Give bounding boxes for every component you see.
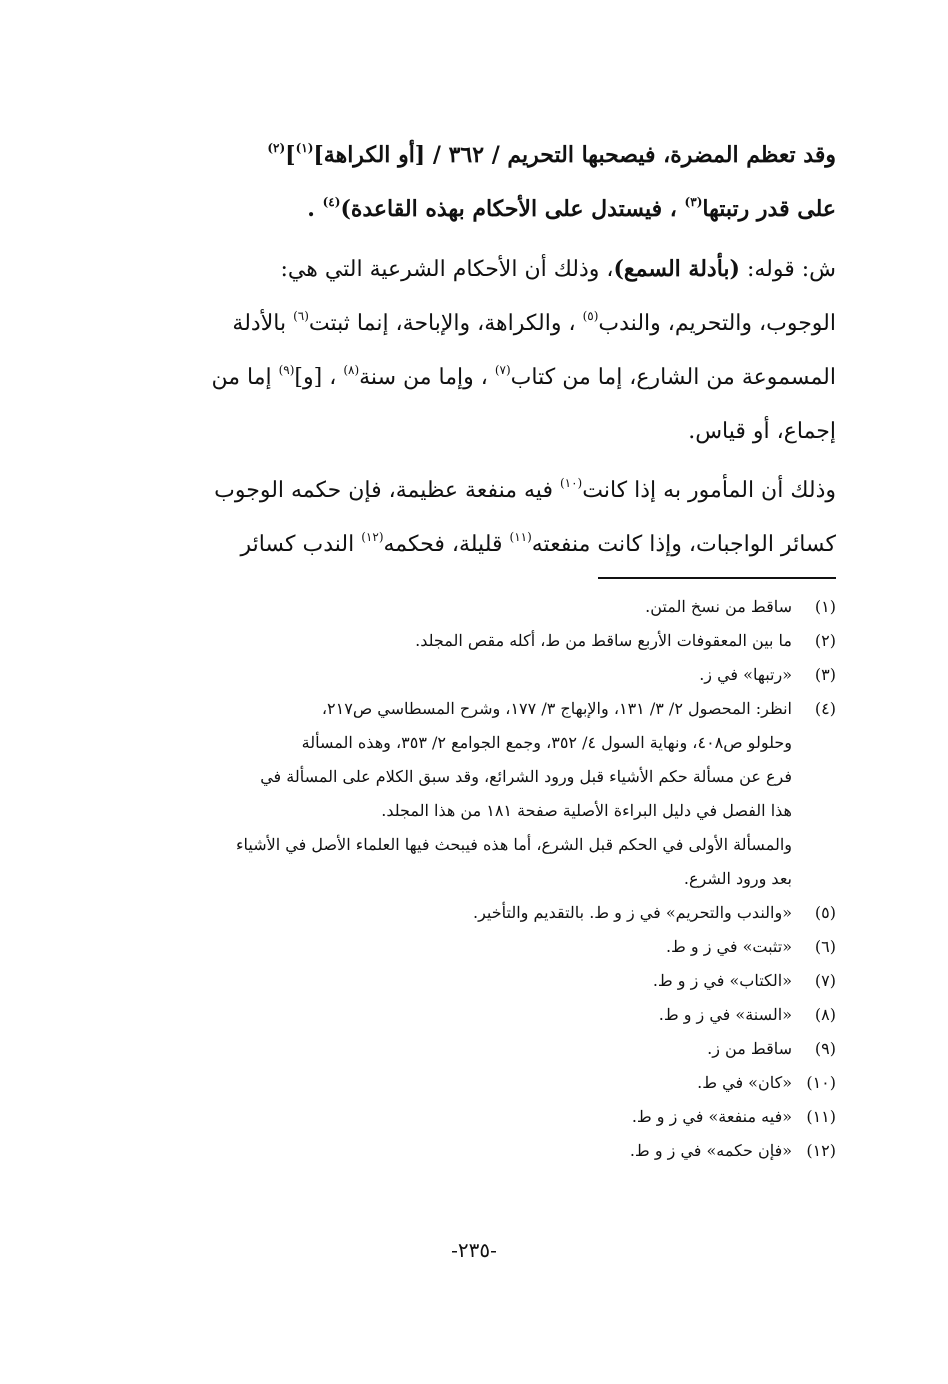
footnote-line: بعد ورود الشرع. [683,869,792,888]
footnote-line: «رتبها» في ز. [699,665,792,684]
footnote-text [128,692,792,896]
paragraph-2-line-4: إجماع، أو قياس. [688,419,836,444]
text-run: على قدر رتبتها [702,196,836,222]
text-run: قليلة، فحكمه [383,532,503,557]
page-number: -٢٣٥- [451,1238,497,1262]
text-run: ، وإما من سنة [359,365,488,390]
footnote-line: والمسألة الأولى في الحكم قبل الشرع، أما هذه فيبحث فيها العلماء الأصل في الأشياء [236,835,792,854]
text-run: الوجوب، والتحريم، والندب [598,311,836,336]
text-run: ، وذلك أن الأحكام الشرعية التي هي: [280,257,614,282]
footnote-text [128,1066,792,1100]
footnote-number: (٨) [814,1005,836,1024]
footnote-line: «فيه منفعة» في ز و ط. [631,1107,792,1126]
footnote-ref[interactable]: (٤) [322,195,341,209]
footnote-item [128,998,836,1032]
text-run: المسموعة من الشارع، إما من كتاب [510,365,836,390]
footnote-ref[interactable]: (١) [295,141,314,155]
footnote-ref[interactable]: (٣) [684,195,703,209]
paragraph-2-line-3 [128,351,836,405]
footnote-item [128,624,836,658]
footnote-number: (١٠) [806,1073,836,1092]
footnote-ref[interactable]: (١٠) [559,476,583,490]
text-run: ، [و] [294,365,337,390]
footnote-separator [598,577,836,579]
paragraph-3 [128,464,836,572]
paragraph-2-line-2 [128,297,836,351]
paragraph-1 [128,128,836,236]
footnote-line: «والندب والتحريم» في ز و ط. بالتقديم والتأخير. [473,903,792,922]
footnote-item [128,896,836,930]
text-run: وذلك أن المأمور به إذا كانت [582,478,836,503]
footnote-number: (٥) [814,903,836,922]
footnote-text [128,896,792,930]
footnote-line: «السنة» في ز و ط. [658,1005,792,1024]
text-run: بالأدلة [232,311,287,336]
text-run: إما من [211,365,272,390]
footnote-ref[interactable]: (٦) [293,309,309,323]
footnote-ref[interactable]: (٩) [278,363,295,377]
footnote-line: فرع عن مسألة حكم الأشياء قبل ورود الشرائع، وقد سبق الكلام على المسألة في [260,767,792,786]
footnote-item [128,964,836,998]
text-run: ش: قوله: [739,257,836,282]
footnote-line: «كان» في ط. [697,1073,792,1092]
footnote-item [128,1066,836,1100]
footnote-item [128,590,836,624]
footnote-item [128,1134,836,1168]
footnote-line: ساقط من نسخ المتن. [645,597,792,616]
paragraph-1-line-1 [128,128,836,182]
footnote-number: (١١) [806,1107,836,1126]
footnote-line: هذا الفصل في دليل البراءة الأصلية صفحة ١٨١ من هذا المجلد. [381,801,792,820]
footnote-number: (١) [814,597,836,616]
footnote-ref[interactable]: (١٢) [361,530,384,544]
footnote-ref[interactable]: (١١) [509,530,532,544]
paragraph-2-line-1 [128,242,836,297]
footnote-item [128,1100,836,1134]
paragraph-3-line-2 [128,518,836,572]
text-run: ] [285,142,296,168]
footnote-item [128,658,836,692]
footnote-text [128,930,792,964]
footnote-ref[interactable]: (٥) [582,309,599,323]
footnote-number: (٣) [814,665,836,684]
footnotes-section [128,590,836,1168]
quoted-phrase: (بأدلة السمع) [613,256,740,282]
footnote-line: ساقط من ز. [707,1039,792,1058]
footnote-number: (٩) [814,1039,836,1058]
footnote-line: «فإن حكمه» في ز و ط. [629,1141,792,1160]
text-run: . [307,196,315,222]
footnote-number: (٧) [814,971,836,990]
footnote-text [128,1100,792,1134]
footnote-item [128,692,836,896]
footnote-text [128,998,792,1032]
paragraph-2 [128,242,836,459]
footnote-number: (٢) [814,631,836,650]
footnote-text [128,1032,792,1066]
footnote-text [128,590,792,624]
footnote-text [128,658,792,692]
paragraph-1-line-2 [128,182,836,236]
text-run: ، فيستدل على الأحكام بهذه القاعدة) [340,196,677,222]
footnote-number: (٦) [814,937,836,956]
footnote-ref[interactable]: (٢) [267,141,286,155]
footnote-line: «تثبت» في ز و ط. [665,937,792,956]
footnote-text [128,964,792,998]
footnote-line: وحلولو ص٤٠٨، ونهاية السول ٤/ ٣٥٢، وجمع الجوامع ٢/ ٣٥٣، وهذه المسألة [301,733,792,752]
footnote-item [128,1032,836,1066]
text-run: وقد تعظم المضرة، فيصحبها التحريم / ٣٦٢ / [أو الكراهة] [313,142,836,168]
footnote-ref[interactable]: (٨) [343,363,360,377]
footnote-number: (١٢) [806,1141,836,1160]
text-run: الندب كسائر [240,532,355,557]
text-run: فيه منفعة عظيمة، فإن حكمه الوجوب [214,478,553,503]
footnote-ref[interactable]: (٧) [494,363,511,377]
footnote-number: (٤) [814,699,836,718]
text-run: ، والكراهة، والإباحة، إنما ثبتت [308,311,576,336]
footnote-text [128,1134,792,1168]
footnote-text [128,624,792,658]
footnote-line: انظر: المحصول ٢/ ٣/ ١٣١، والإبهاج ٣/ ١٧٧، وشرح المسطاسي ص٢١٧، [321,699,792,718]
paragraph-3-line-1 [128,464,836,518]
footnote-line: «الكتاب» في ز و ط. [652,971,792,990]
footnote-line: ما بين المعقوفات الأربع ساقط من ط، أكله مقص المجلد. [415,631,792,650]
footnote-item [128,930,836,964]
text-run: كسائر الواجبات، وإذا كانت منفعته [531,532,836,557]
